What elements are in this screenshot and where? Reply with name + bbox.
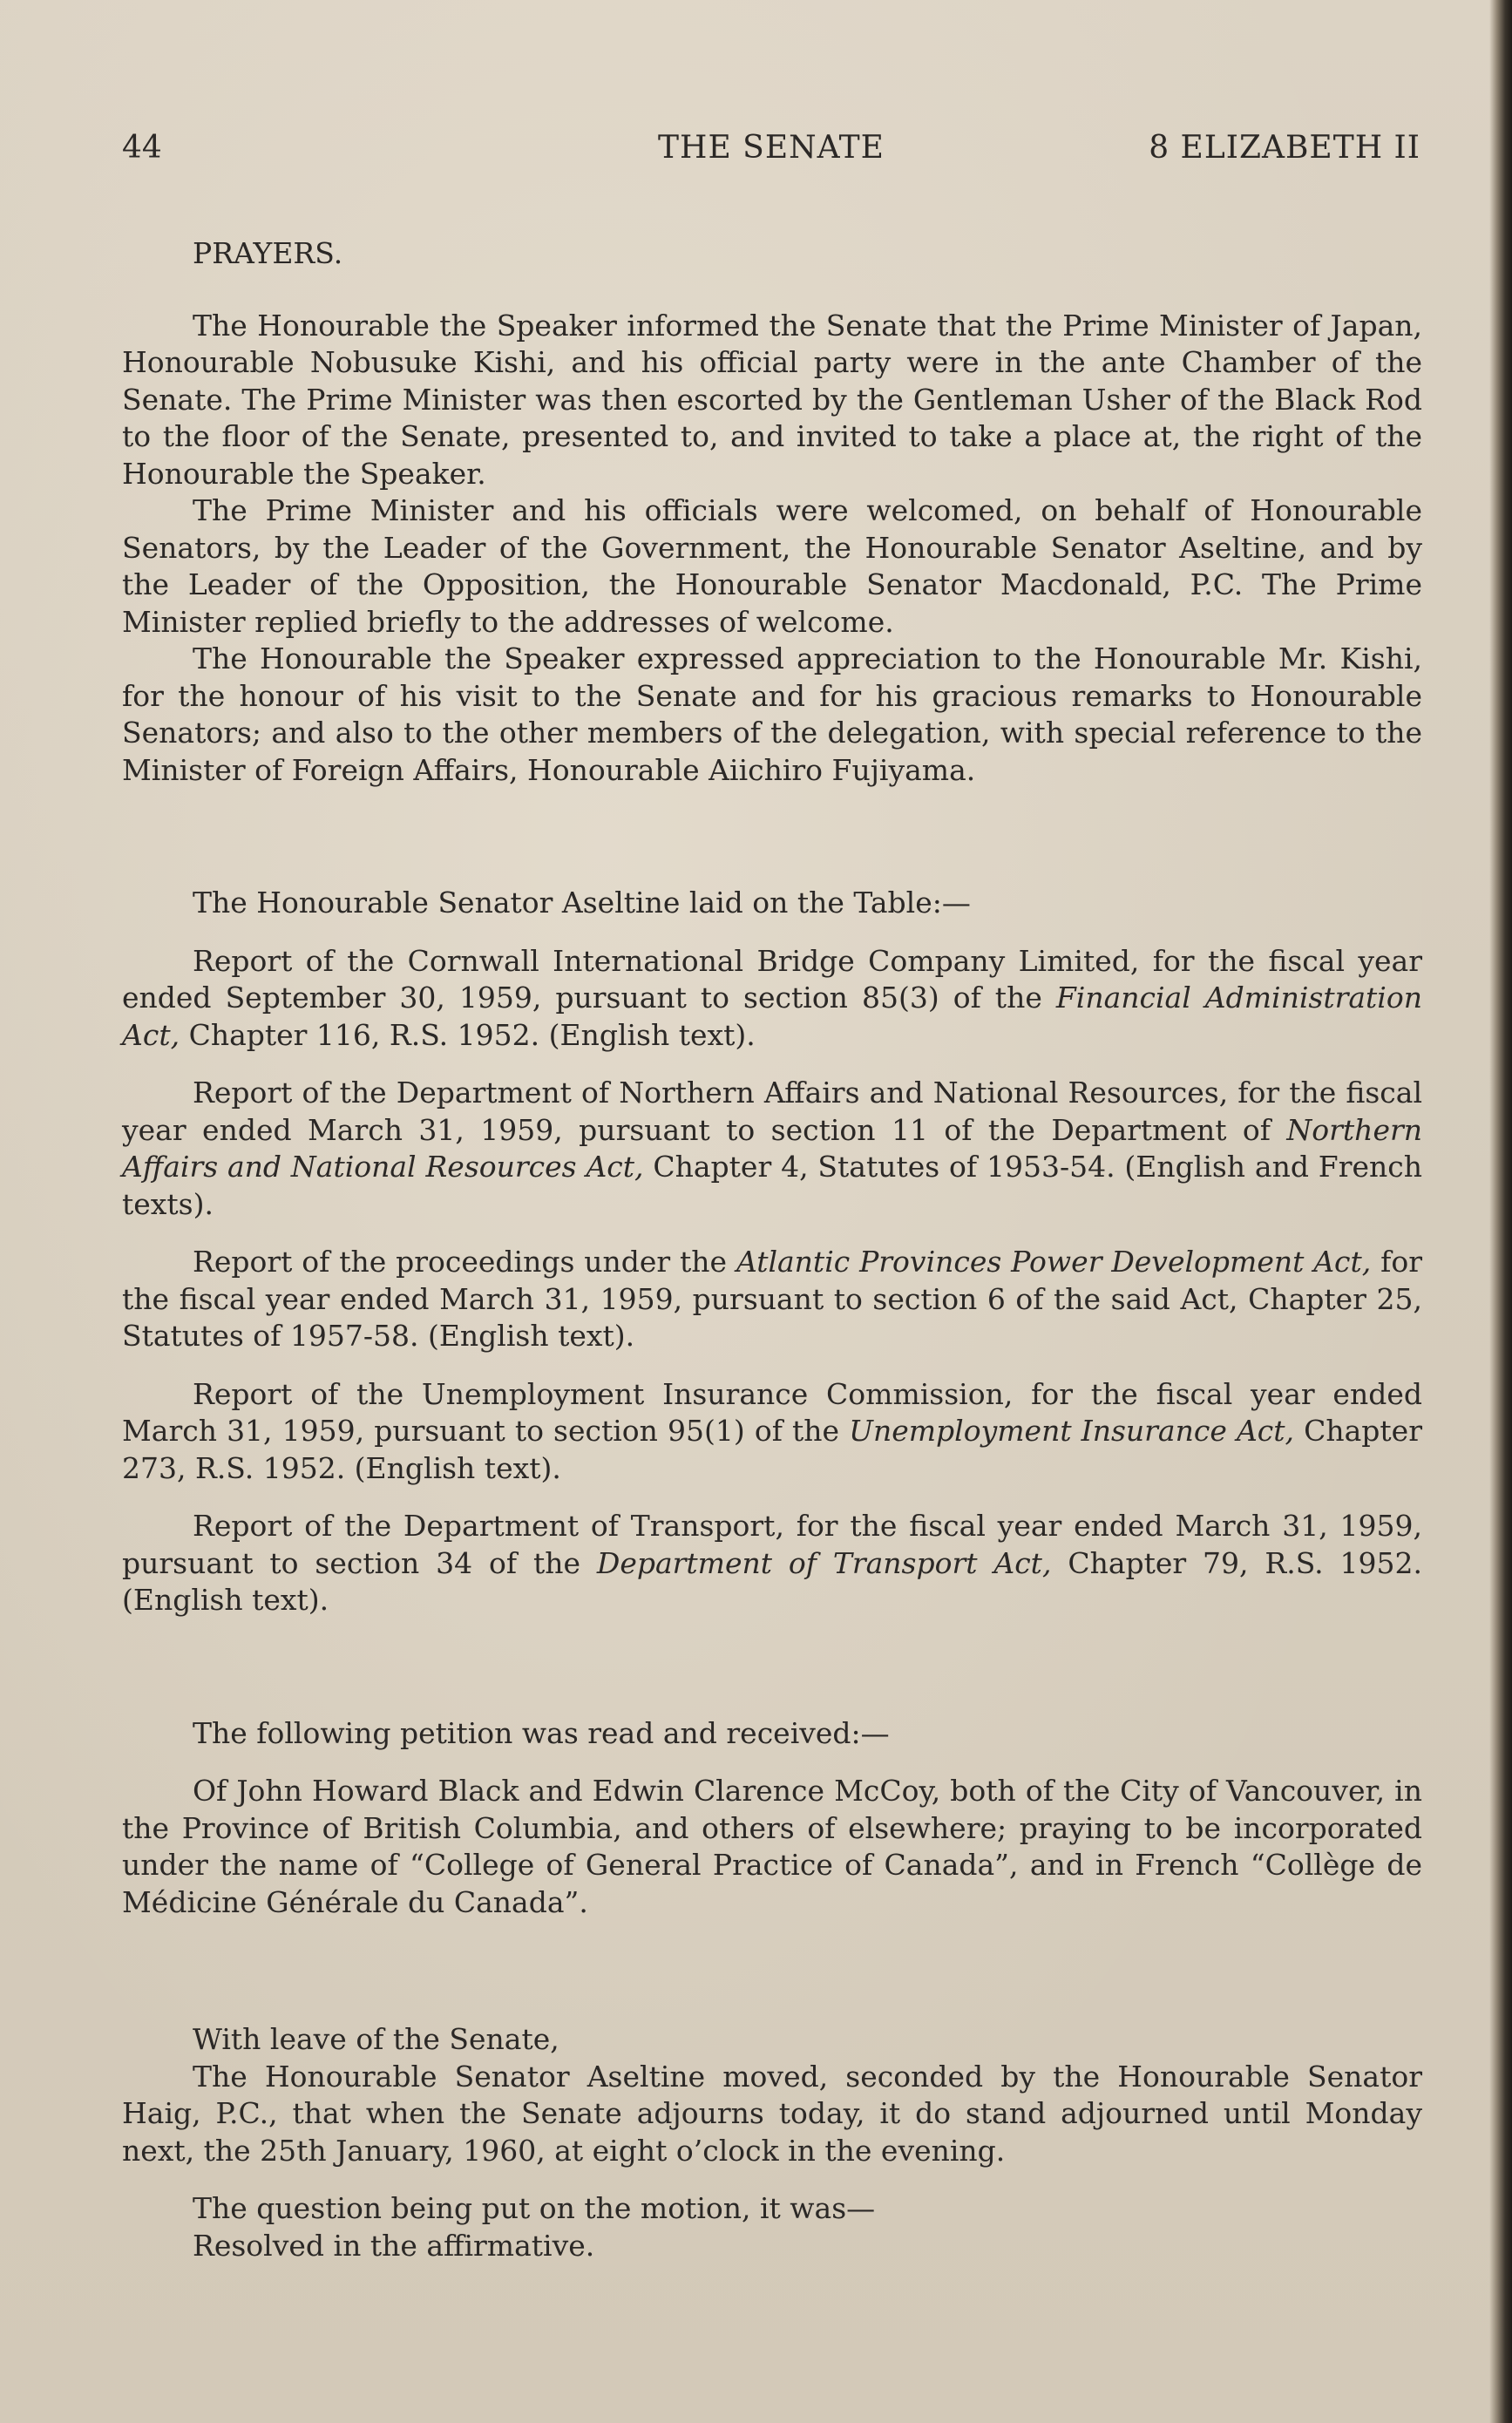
report-text: Report of the proceedings under the (193, 1245, 736, 1279)
report-atlantic (122, 1244, 1422, 1355)
header-session: 8 ELIZABETH II (1149, 130, 1420, 166)
paragraph-speaker-informed: The Honourable the Speaker informed the Senate that the Prime Minister of Japan, Honourable Nobusuke Kishi, and his official party were in the ante Chamber of the Senate. The Prime Minister was then escorted by the Gentleman Usher of the Black Rod to the floor of the Senate, presented to, and invited to take a place at, the right of the Honourable the Speaker. (122, 308, 1422, 491)
paragraph-motion: The Honourable Senator Aseltine moved, seconded by the Honourable Senator Haig, P.C., that when the Senate adjourns today, it do stand adjourned until Monday next, the 25th January, 1960, at eight o’clock in the evening. (122, 2059, 1422, 2168)
report-text: Report of the Department of Transport, for the fiscal year ended March 31, 1959, pursuant to section 34 of the (122, 1509, 1422, 1580)
report-text: Chapter 273, R.S. 1952. (English text). (122, 1414, 1422, 1485)
act-title: Unemployment Insurance Act, (849, 1414, 1295, 1448)
report-text: Chapter 79, R.S. 1952. (English text). (122, 1545, 1422, 1617)
header-title: THE SENATE (658, 130, 885, 166)
act-title: Atlantic Provinces Power Development Act, (736, 1245, 1372, 1279)
page-binding-edge (1489, 0, 1512, 2423)
paragraph-petition-intro: The following petition was read and received:— (193, 1715, 890, 1750)
paragraph-leave: With leave of the Senate, (193, 2022, 559, 2056)
report-cornwall (122, 943, 1422, 1055)
report-text: Chapter 116, R.S. 1952. (English text). (180, 1017, 756, 1052)
report-text: Chapter 4, Statutes of 1953-54. (English and French texts). (122, 1150, 1422, 1221)
act-title: Northern Affairs and National Resources Act, (122, 1112, 1422, 1184)
paragraph-petition: Of John Howard Black and Edwin Clarence McCoy, both of the City of Vancouver, in the Province of British Columbia, and others of elsewhere; praying to be incorporated under the name of “College of General Practice of Canada”, and in French “Collège de Médicine Générale du Canada”. (122, 1774, 1422, 1919)
report-text: for the fiscal year ended March 31, 1959, pursuant to section 6 of the said Act, Chapter 25, Statutes of 1957-58. (English text). (122, 1245, 1422, 1353)
page-number: 44 (122, 130, 162, 166)
paragraph-question: The question being put on the motion, it was— (193, 2191, 876, 2225)
act-title: Department of Transport Act, (596, 1545, 1052, 1580)
page-body (122, 235, 1422, 2264)
report-northern (122, 1075, 1422, 1223)
paragraph-welcomed: The Prime Minister and his officials were welcomed, on behalf of Honourable Senators, by the Leader of the Government, the Honourable Senator Aseltine, and by the Leader of the Opposition, the Honourable Senator Macdonald, P.C. The Prime Minister replied briefly to the addresses of welcome. (122, 493, 1422, 639)
paragraph-laid-on-table: The Honourable Senator Aseltine laid on the Table:— (193, 886, 971, 920)
report-text: Report of the Department of Northern Affairs and National Resources, for the fiscal year ended March 31, 1959, pursuant to section 11 of the Department of (122, 1076, 1422, 1147)
act-title: Financial Administration Act, (122, 981, 1422, 1052)
running-header (122, 129, 1420, 167)
paragraph-resolved: Resolved in the affirmative. (193, 2228, 595, 2263)
report-text: Report of the Cornwall International Bridge Company Limited, for the fiscal year ended September 30, 1959, pursuant to section 85(3) of the (122, 943, 1422, 1015)
section-heading-prayers: PRAYERS. (193, 236, 343, 270)
report-unemployment (122, 1376, 1422, 1488)
report-text: Report of the Unemployment Insurance Commission, for the fiscal year ended March 31, 1959, pursuant to section 95(1) of the (122, 1376, 1422, 1448)
report-transport (122, 1508, 1422, 1619)
paragraph-appreciation: The Honourable the Speaker expressed appreciation to the Honourable Mr. Kishi, for the honour of his visit to the Senate and for his gracious remarks to Honourable Senators; and also to the other members of the delegation, with special reference to the Minister of Foreign Affairs, Honourable Aiichiro Fujiyama. (122, 641, 1422, 787)
